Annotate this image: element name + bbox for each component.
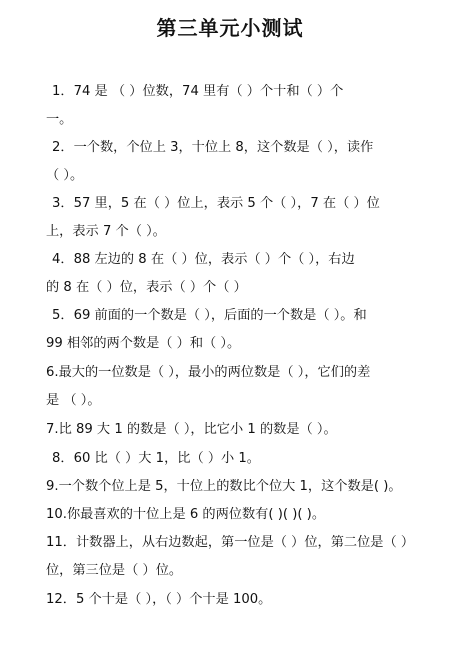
- question-8-line: 8．60 比（ ）大 1，比（ ）小 1。: [52, 451, 260, 466]
- question-4-line-1: 4．88 左边的 8 在（ ）位，表示（ ）个（ ），右边: [52, 252, 355, 267]
- question-6-line-2: 是 （ ）。: [46, 393, 101, 408]
- question-1-line-2: 一。: [46, 112, 73, 127]
- page-title: 第三单元小测试: [156, 16, 304, 40]
- question-11-line-2: 位，第三位是（ ）位。: [46, 563, 183, 578]
- question-11-line-1: 11．计数器上，从右边数起，第一位是（ ）位，第二位是（ ）: [46, 535, 415, 550]
- question-9-line: 9.一个数个位上是 5，十位上的数比个位大 1，这个数是( )。: [46, 479, 402, 494]
- question-5-line-2: 99 相邻的两个数是（ ）和（ ）。: [46, 336, 241, 351]
- question-4-line-2: 的 8 在（ ）位，表示（ ）个（ ）: [46, 280, 247, 295]
- question-3-line-1: 3．57 里，5 在（ ）位上，表示 5 个（ ），7 在（ ）位: [52, 196, 380, 211]
- question-1-line-1: 1．74 是 （ ）位数，74 里有（ ）个十和（ ）个: [52, 84, 344, 99]
- question-10-line: 10.你最喜欢的十位上是 6 的两位数有( )( )( )。: [46, 507, 326, 522]
- question-2-line-1: 2．一个数，个位上 3，十位上 8，这个数是（ ），读作: [52, 140, 374, 155]
- question-7-line: 7.比 89 大 1 的数是（ ），比它小 1 的数是（ ）。: [46, 422, 337, 437]
- question-12-line: 12．5 个十是（ ），（ ）个十是 100。: [46, 592, 272, 607]
- question-2-line-2: （ ）。: [46, 168, 84, 183]
- question-5-line-1: 5．69 前面的一个数是（ ），后面的一个数是（ ）。和: [52, 308, 367, 323]
- question-6-line-1: 6.最大的一位数是（ ），最小的两位数是（ ），它们的差: [46, 365, 371, 380]
- question-3-line-2: 上，表示 7 个（ ）。: [46, 224, 166, 239]
